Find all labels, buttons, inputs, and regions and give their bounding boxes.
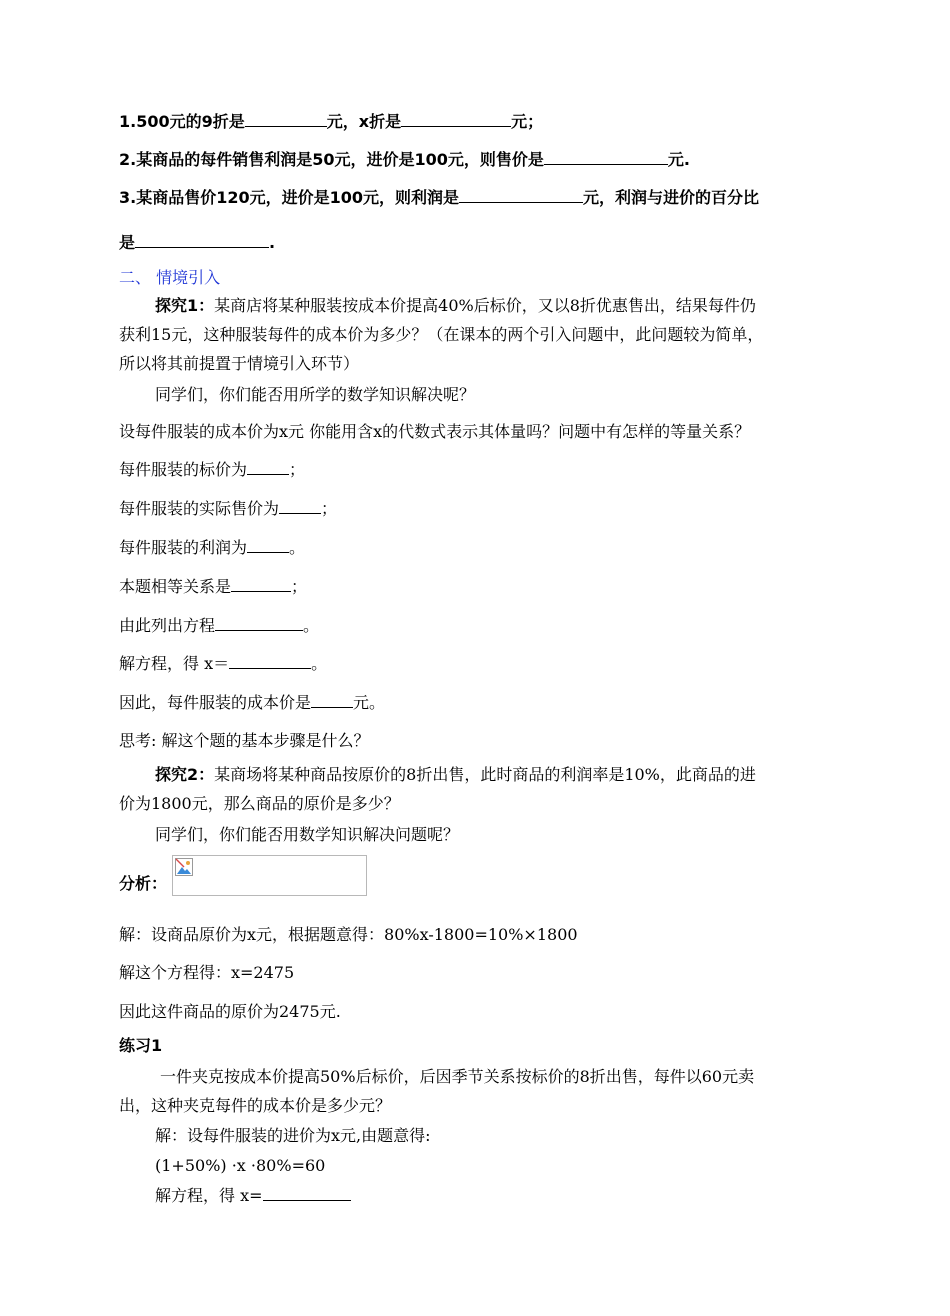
practice-1-sol-1: 解：设每件服装的进价为x元,由题意得:: [155, 1126, 431, 1145]
fill-5-blank[interactable]: [215, 616, 303, 631]
q2-text-a: 2.某商品的每件销售利润是50元，进价是100元，则售价是: [119, 150, 544, 169]
practice-1-title: 练习1: [119, 1036, 163, 1055]
fill-5-text: 由此列出方程: [119, 616, 216, 635]
q1-blank-1[interactable]: [245, 112, 327, 127]
q1-text-b: 元，x折是: [326, 112, 402, 131]
explore-1-fill-6: [119, 654, 327, 674]
explore-1-line-1: [155, 296, 756, 316]
fill-3-blank[interactable]: [247, 538, 289, 553]
explore-2-line-2: 价为1800元，那么商品的原价是多少？: [119, 794, 400, 813]
fill-4-text: 本题相等关系是: [119, 577, 232, 596]
fill-6-end: 。: [311, 654, 328, 673]
q3-text-c: 是: [119, 233, 136, 252]
explore-1-label: 探究1：: [155, 296, 215, 315]
q3-text-a: 3.某商品售价120元，进价是100元，则利润是: [119, 188, 460, 207]
q1-text-c: 元；: [511, 112, 544, 131]
solution-line-1: 解：设商品原价为x元，根据题意得：80%x-1800=10%×1800: [119, 925, 578, 944]
explore-1-setup: 设每件服装的成本价为x元 你能用含x的代数式表示其体量吗？问题中有怎样的等量关系？: [119, 422, 751, 441]
explore-1-line-3: 所以将其前提置于情境引入环节）: [119, 354, 360, 373]
question-3: [119, 188, 759, 208]
fill-1-text: 每件服装的标价为: [119, 460, 248, 479]
fill-1-end: ；: [289, 460, 306, 479]
fill-7-blank[interactable]: [311, 693, 353, 708]
solution-line-3: 因此这件商品的原价为2475元.: [119, 1002, 341, 1021]
section-heading-scenario: 二、 情境引入: [119, 268, 221, 287]
broken-image-icon: [175, 858, 193, 876]
explore-2-label: 探究2：: [155, 765, 215, 784]
fill-7-end: 元。: [353, 693, 386, 712]
fill-3-text: 每件服装的利润为: [119, 538, 248, 557]
fill-5-end: 。: [303, 616, 320, 635]
practice-1-blank[interactable]: [263, 1186, 351, 1201]
explore-1-fill-4: [119, 577, 307, 597]
explore-2-text-1: 某商场将某种商品按原价的8折出售，此时商品的利润率是10%，此商品的进: [214, 765, 756, 784]
explore-1-fill-5: [119, 616, 319, 636]
broken-image-placeholder: [172, 855, 367, 896]
practice-1-sol-3: [155, 1186, 351, 1206]
fill-4-end: ；: [291, 577, 308, 596]
explore-1-fill-1: [119, 460, 305, 480]
fill-1-blank[interactable]: [247, 460, 289, 475]
fill-2-blank[interactable]: [279, 499, 321, 514]
question-3-cont: [119, 233, 275, 253]
q3-text-b: 元，利润与进价的百分比: [583, 188, 760, 207]
explore-1-fill-3: [119, 538, 305, 558]
fill-3-end: 。: [289, 538, 306, 557]
solution-line-2: 解这个方程得：x=2475: [119, 963, 295, 982]
fill-4-blank[interactable]: [231, 577, 291, 592]
q1-blank-2[interactable]: [401, 112, 511, 127]
fill-2-end: ；: [321, 499, 338, 518]
practice-1-line-2: 出，这种夹克每件的成本价是多少元？: [119, 1096, 392, 1115]
explore-1-fill-7: [119, 693, 385, 713]
fill-2-text: 每件服装的实际售价为: [119, 499, 280, 518]
explore-1-fill-2: [119, 499, 337, 519]
fill-6-blank[interactable]: [229, 654, 311, 669]
q2-text-b: 元.: [667, 150, 690, 169]
explore-1-line-2: 获利15元，这种服装每件的成本价为多少？（在课本的两个引入问题中，此问题较为简单，: [119, 325, 764, 344]
practice-1-line-1: 一件夹克按成本价提高50%后标价，后因季节关系按标价的8折出售，每件以60元卖: [160, 1067, 755, 1086]
explore-2-line-1: [155, 765, 756, 785]
q2-blank-1[interactable]: [544, 150, 668, 165]
fill-7-text: 因此，每件服装的成本价是: [119, 693, 312, 712]
fill-6-text: 解方程，得 x＝: [119, 654, 230, 673]
question-2: [119, 150, 690, 170]
analysis-label: 分析：: [119, 874, 168, 893]
q3-blank-2[interactable]: [135, 233, 269, 248]
explore-1-ask: 同学们，你们能否用所学的数学知识解决呢？: [155, 385, 476, 404]
question-1: [119, 112, 543, 132]
q3-text-d: .: [269, 233, 276, 252]
practice-1-sol-3-text: 解方程，得 x=: [155, 1186, 263, 1205]
explore-1-text-1: 某商店将某种服装按成本价提高40%后标价，又以8折优惠售出，结果每件仍: [214, 296, 756, 315]
q3-blank-1[interactable]: [459, 188, 583, 203]
explore-2-ask: 同学们，你们能否用数学知识解决问题呢？: [155, 825, 460, 844]
explore-1-think: 思考: 解这个题的基本步骤是什么？: [119, 731, 370, 750]
q1-text-a: 1.500元的9折是: [119, 112, 245, 131]
practice-1-sol-2: (1+50%) ·x ·80%=60: [155, 1156, 326, 1175]
